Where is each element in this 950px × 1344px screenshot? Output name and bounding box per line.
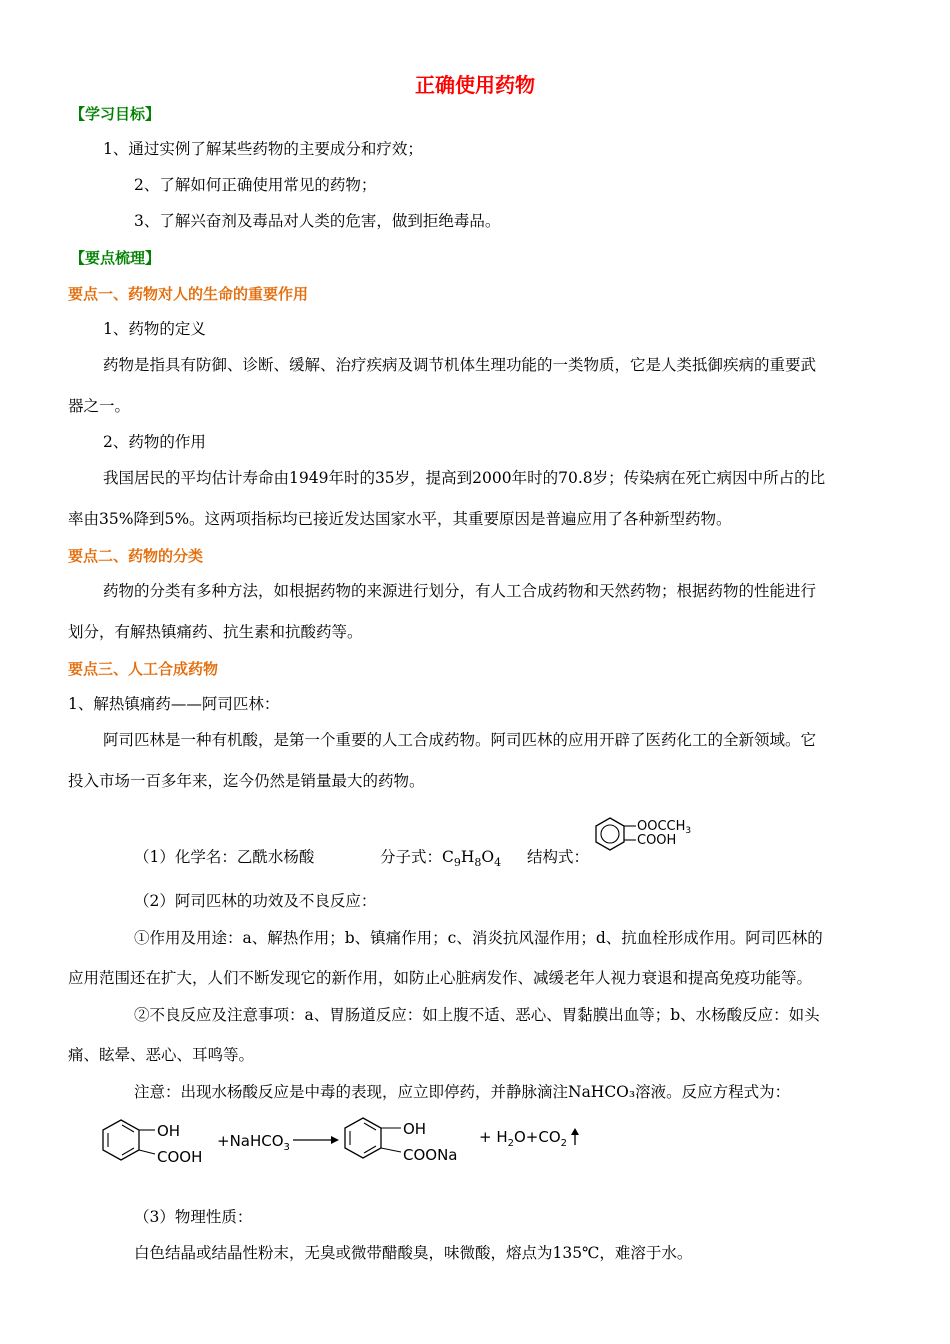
formula-c: C (442, 848, 454, 866)
aspirin-chemical-name: （1）化学名：乙酰水杨酸 (134, 848, 315, 866)
point2-para-line2: 划分，有解热镇痛药、抗生素和抗酸药等。 (68, 623, 363, 641)
formula-label: 分子式： (380, 848, 443, 866)
page-title: 正确使用药物 (415, 73, 535, 97)
point2-heading: 要点二、药物的分类 (68, 547, 204, 565)
point3-para-line2: 投入市场一百多年来，迄今仍然是销量最大的药物。 (68, 772, 425, 790)
formula-c-count: 9 (453, 856, 461, 870)
physical-text: 白色结晶或结晶性粉末，无臭或微带醋酸臭，味微酸，熔点为135℃，难溶于水。 (134, 1244, 693, 1262)
point3-sub1: 1、解热镇痛药——阿司匹林： (68, 695, 280, 713)
point1-sub2: 2、药物的作用 (103, 433, 206, 451)
product-bond-coona (381, 1148, 401, 1152)
aspirin-structure (590, 810, 710, 858)
point1-sub1: 1、药物的定义 (103, 320, 206, 338)
point2-para-line1: 药物的分类有多种方法，如根据药物的来源进行划分，有人工合成药物和天然药物；根据药物的性能进行 (103, 582, 817, 600)
reactant-oh-label: OH (157, 1122, 181, 1140)
use-line-2: 应用范围还在扩大，人们不断发现它的新作用，如防止心脏病发作、减缓老年人视力衰退和提高免疫功能等。 (68, 969, 813, 987)
reaction-arrow-head (331, 1136, 339, 1144)
reagent-label: +NaHCO$_3$ (217, 1132, 290, 1153)
goal-item-2: 2、了解如何正确使用常见的药物； (134, 176, 377, 194)
formula-o: O (481, 848, 495, 866)
reactant-cooh-label: COOH (157, 1148, 203, 1166)
adverse-line-2: 痛、眩晕、恶心、耳鸣等。 (68, 1046, 255, 1064)
point1-para2-line2: 率由35%降到5%。这两项指标均已接近发达国家水平，其重要原因是普遍应用了各种新型药物。 (68, 510, 732, 528)
point1-para2-line1: 我国居民的平均估计寿命由1949年时的35岁，提高到2000年时的70.8岁；传染病在死亡病因中所占的比 (103, 469, 826, 487)
aspirin-formula (380, 846, 501, 874)
section-heading-goals: 【学习目标】 (70, 105, 161, 123)
structure-label: 结构式： (527, 848, 590, 866)
formula-o-count: 4 (494, 856, 502, 870)
gas-up-arrow-head (571, 1128, 579, 1135)
formula-h: H (460, 848, 475, 866)
goal-item-3: 3、了解兴奋剂及毒品对人类的危害，做到拒绝毒品。 (134, 212, 501, 230)
structure-group-top: $OOCCH_3$ (637, 819, 692, 836)
byproducts-label: + $H_2O+CO_2$ (479, 1128, 568, 1149)
note-line: 注意：出现水杨酸反应是中毒的表现，应立即停药，并静脉滴注NaHCO₃溶液。反应方程式为： (134, 1083, 791, 1101)
structure-group-bottom: COOH (637, 833, 677, 848)
formula-h-count: 8 (474, 856, 482, 870)
point1-para1-line1: 药物是指具有防御、诊断、缓解、治疗疾病及调节机体生理功能的一类物质，它是人类抵御疾病的重要武 (103, 356, 817, 374)
adverse-line-1: ②不良反应及注意事项：a、胃肠道反应：如上腹不适、恶心、胃黏膜出血等；b、水杨酸反应：如头 (134, 1006, 820, 1024)
benzene-aromatic-circle (601, 825, 619, 843)
physical-heading: （3）物理性质： (134, 1208, 253, 1226)
section-heading-summary: 【要点梳理】 (70, 249, 161, 267)
goal-item-1: 1、通过实例了解某些药物的主要成分和疗效； (103, 140, 423, 158)
point1-heading: 要点一、药物对人的生命的重要作用 (68, 285, 309, 303)
use-line-1: ①作用及用途：a、解热作用；b、镇痛作用；c、消炎抗风湿作用；d、抗血栓形成作用。阿司匹林的 (134, 929, 823, 947)
product-oh-label: OH (403, 1120, 427, 1138)
reaction-equation (95, 1112, 615, 1174)
effects-heading: （2）阿司匹林的功效及不良反应： (134, 892, 377, 910)
benzene-ring (596, 818, 624, 850)
point3-para-line1: 阿司匹林是一种有机酸，是第一个重要的人工合成药物。阿司匹林的应用开辟了医药化工的全新领域。它 (103, 731, 817, 749)
product-coona-label: COONa (403, 1146, 458, 1164)
reactant-bond-cooh (139, 1150, 155, 1154)
point1-para1-line2: 器之一。 (68, 397, 131, 415)
point3-heading: 要点三、人工合成药物 (68, 660, 219, 678)
